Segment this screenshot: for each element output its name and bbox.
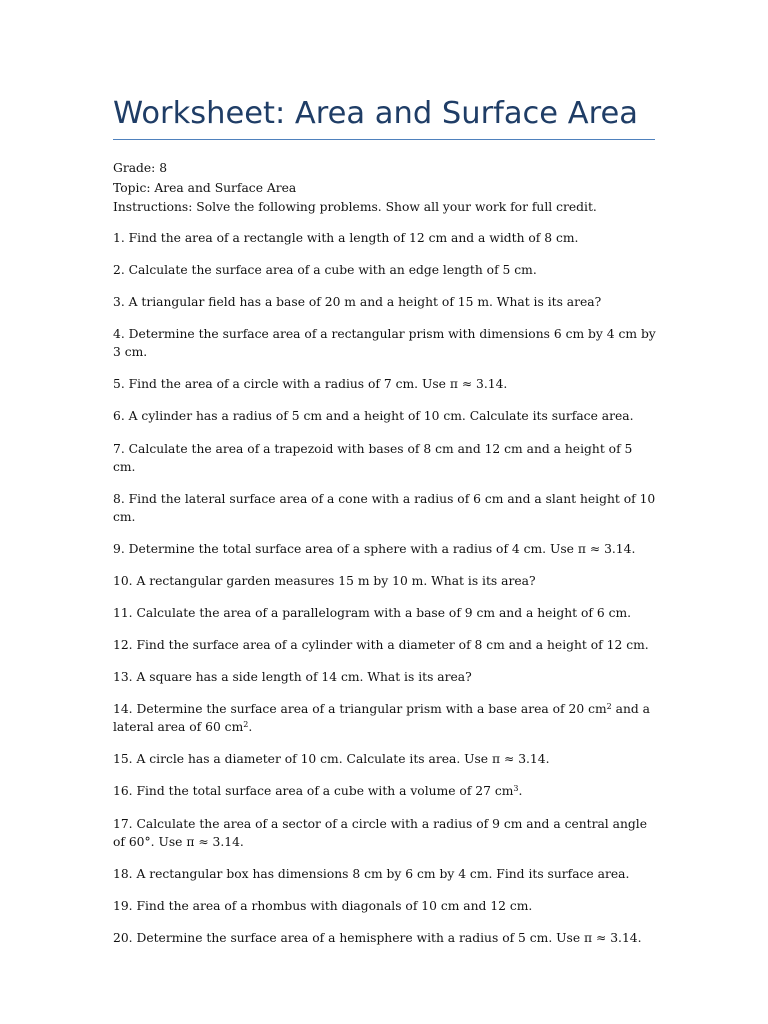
problem-item: 1. Find the area of a rectangle with a length of 12 cm and a width of 8 cm. <box>113 231 579 245</box>
problem-item: 15. A circle has a diameter of 10 cm. Calculate its area. Use π ≈ 3.14. <box>113 752 550 767</box>
problem-item: 7. Calculate the area of a trapezoid with bases of 8 cm and 12 cm and a height of 5 cm. <box>113 441 633 474</box>
problem-item: 17. Calculate the area of a sector of a circle with a radius of 9 cm and a central angle of 60°. Use π ≈ 3.14. <box>113 816 647 849</box>
problem-item: 3. A triangular field has a base of 20 m and a height of 15 m. What is its area? <box>113 295 602 310</box>
problem-item: 4. Determine the surface area of a rectangular prism with dimensions 6 cm by 4 cm by 3 cm. <box>113 327 656 360</box>
page-title: Worksheet: Area and Surface Area <box>113 96 638 131</box>
grade-line: Grade: 8 <box>113 161 168 175</box>
problem-item: 19. Find the area of a rhombus with diagonals of 10 cm and 12 cm. <box>113 898 533 913</box>
problem-item: 18. A rectangular box has dimensions 8 cm by 6 cm by 4 cm. Find its surface area. <box>113 866 630 881</box>
problem-item: 12. Find the surface area of a cylinder with a diameter of 8 cm and a height of 12 cm. <box>113 638 649 653</box>
problem-item: 10. A rectangular garden measures 15 m by 10 m. What is its area? <box>113 573 536 588</box>
topic-line: Topic: Area and Surface Area <box>113 180 297 195</box>
problem-item: 9. Determine the total surface area of a sphere with a radius of 4 cm. Use π ≈ 3.14. <box>113 541 636 556</box>
instructions-line: Instructions: Solve the following problems. Show all your work for full credit. <box>113 200 597 214</box>
worksheet-info <box>113 159 658 218</box>
problem-list <box>113 229 658 961</box>
problem-item: 6. A cylinder has a radius of 5 cm and a height of 10 cm. Calculate its surface area. <box>113 409 634 424</box>
problem-item: 2. Calculate the surface area of a cube with an edge length of 5 cm. <box>113 263 537 278</box>
problem-item: 8. Find the lateral surface area of a cone with a radius of 6 cm and a slant height of 10 cm. <box>113 491 656 524</box>
unit-exponent: 2 <box>606 702 612 712</box>
problem-item: 14. Determine the surface area of a triangular prism with a base area of 20 $cm^2$ and a lateral area of 60 $cm^2$. <box>113 702 650 735</box>
unit-exponent: 2 <box>243 720 249 730</box>
problem-item: 16. Find the total surface area of a cube with a volume of 27 $cm^3$. <box>113 784 523 799</box>
problem-item: 5. Find the area of a circle with a radius of 7 cm. Use π ≈ 3.14. <box>113 377 508 392</box>
problem-item: 20. Determine the surface area of a hemisphere with a radius of 5 cm. Use π ≈ 3.14. <box>113 930 642 945</box>
problem-item: 11. Calculate the area of a parallelogram with a base of 9 cm and a height of 6 cm. <box>113 605 632 620</box>
problem-item: 13. A square has a side length of 14 cm. What is its area? <box>113 670 472 685</box>
title-divider <box>113 139 655 140</box>
unit-exponent: 3 <box>513 784 519 794</box>
